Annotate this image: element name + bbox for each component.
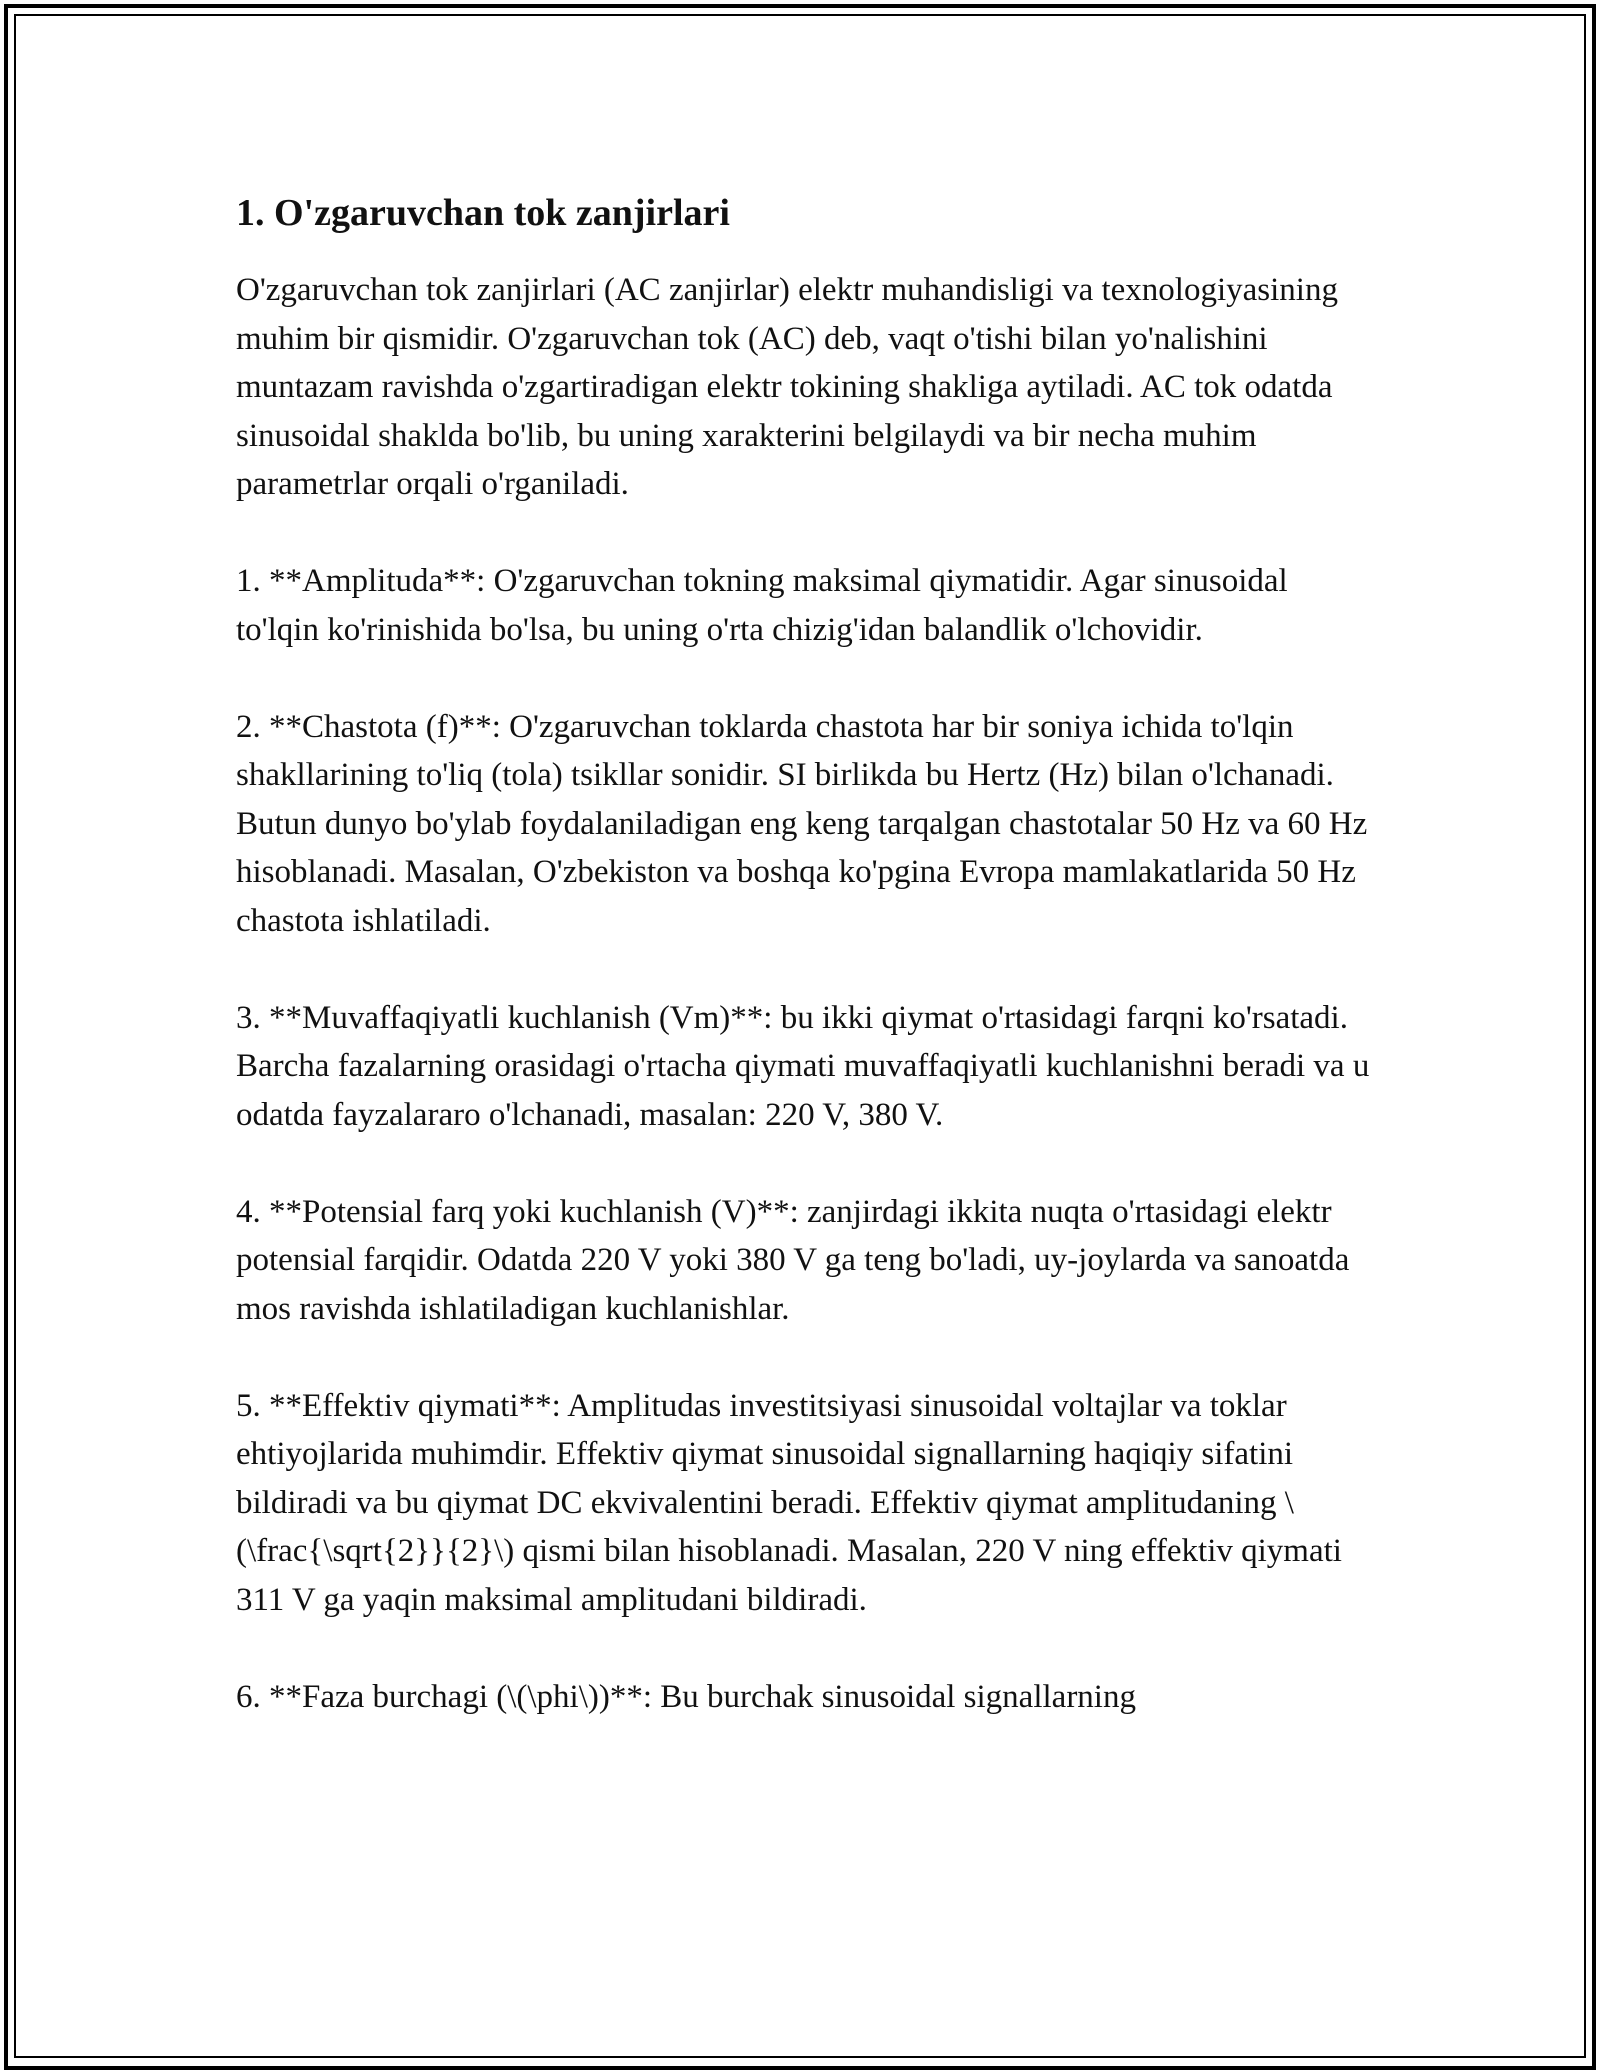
document-body — [236, 190, 1376, 1770]
paragraph-muvaffaqiyatli-kuchlanish: 3. **Muvaffaqiyatli kuchlanish (Vm)**: bu ikki qiymat o'rtasidagi farqni ko'rsatadi. Barcha fazalarning orasidagi o'rtacha qiymati muvaffaqiyatli kuchlanishni beradi va u odatda fayzalararo o'lchanadi, masalan: 220 V, 380 V. — [236, 999, 1370, 1133]
paragraph-chastota: 2. **Chastota (f)**: O'zgaruvchan toklarda chastota har bir soniya ichida to'lqin shakllarining to'liq (tola) tsikllar sonidir. SI birlikda bu Hertz (Hz) bilan o'lchanadi. Butun dunyo bo'ylab foydalaniladigan eng keng tarqalgan chastotalar 50 Hz va 60 Hz hisoblanadi. Masalan, O'zbekiston va boshqa ko'pgina Evropa mamlakatlarida 50 Hz chastota ishlatiladi. — [236, 708, 1368, 939]
paragraph-amplituda: 1. **Amplituda**: O'zgaruvchan tokning maksimal qiymatidir. Agar sinusoidal to'lqin ko'rinishida bo'lsa, bu uning o'rta chizig'idan balandlik o'lchovidir. — [236, 563, 1288, 648]
intro-paragraph: O'zgaruvchan tok zanjirlari (AC zanjirlar) elektr muhandisligi va texnologiyasining muhim bir qismidir. O'zgaruvchan tok (AC) deb, vaqt o'tishi bilan yo'nalishini muntazam ravishda o'zgartiradigan elektr tokining shakliga aytiladi. AC tok odatda sinusoidal shaklda bo'lib, bu uning xarakterini belgilaydi va bir necha muhim parametrlar orqali o'rganiladi. — [236, 272, 1338, 502]
document-title: 1. O'zgaruvchan tok zanjirlari — [236, 192, 730, 234]
paragraph-faza-burchagi: 6. **Faza burchagi (\(\phi\))**: Bu burchak sinusoidal signallarning — [236, 1678, 1136, 1715]
paragraph-effektiv-qiymati: 5. **Effektiv qiymati**: Amplitudas investitsiyasi sinusoidal voltajlar va toklar ehtiyojlarida muhimdir. Effektiv qiymat sinusoidal signallarning haqiqiy sifatini bildiradi va bu qiymat DC ekvivalentini beradi. Effektiv qiymat amplitudaning \(\frac{\sqrt{2}}{2}\) qismi bilan hisoblanadi. Masalan, 220 V ning effektiv qiymati 311 V ga yaqin maksimal amplitudani bildiradi. — [236, 1387, 1342, 1618]
paragraph-potensial-farq: 4. **Potensial farq yoki kuchlanish (V)**: zanjirdagi ikkita nuqta o'rtasidagi elektr potensial farqidir. Odatda 220 V yoki 380 V ga teng bo'ladi, uy-joylarda va sanoatda mos ravishda ishlatiladigan kuchlanishlar. — [236, 1193, 1350, 1327]
